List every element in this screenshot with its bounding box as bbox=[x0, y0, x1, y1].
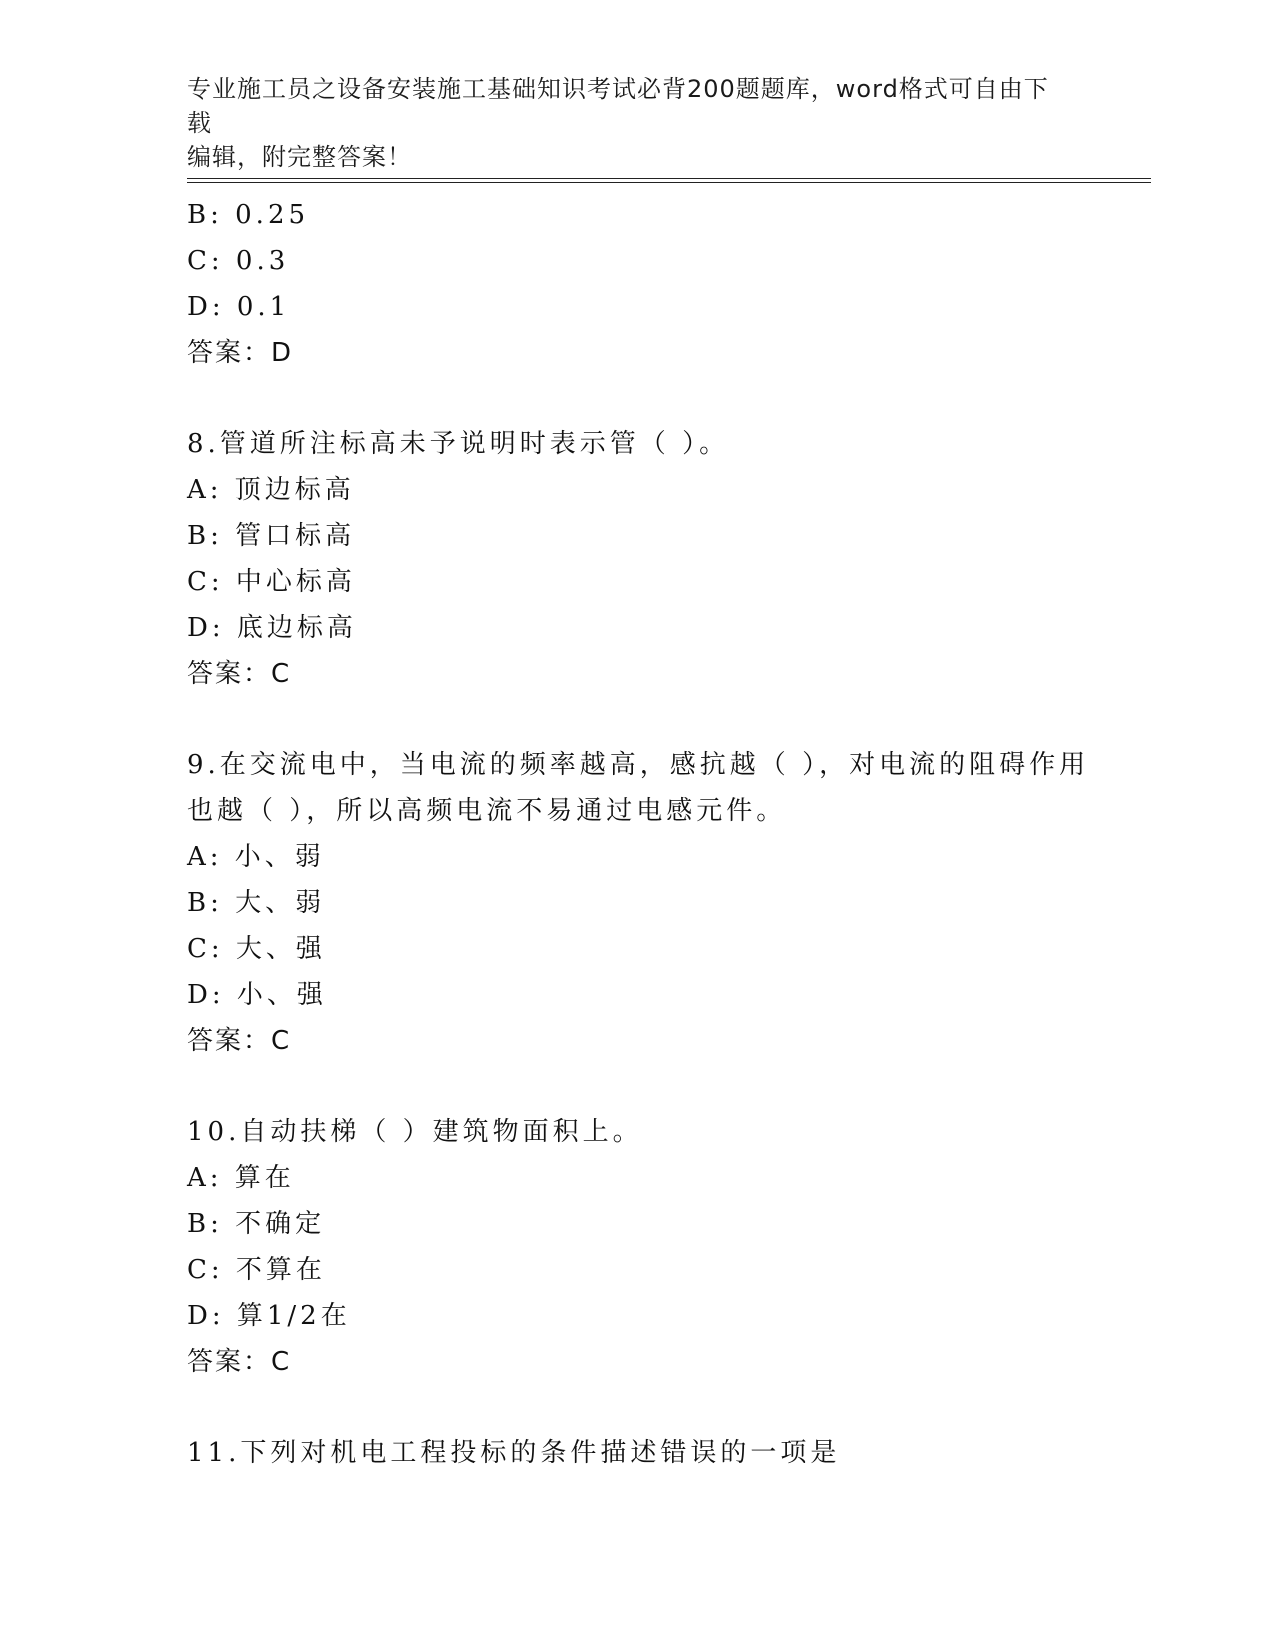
header-line-2: 编辑，附完整答案！ bbox=[187, 143, 412, 171]
option-d: D: 小、强 bbox=[187, 980, 327, 1010]
answer: 答案：D bbox=[187, 338, 294, 368]
question-text: 8.管道所注标高未予说明时表示管（ ）。 bbox=[187, 429, 730, 459]
question-8 bbox=[187, 421, 1137, 697]
spacer bbox=[187, 1064, 1137, 1109]
option-a: A: 算在 bbox=[187, 1163, 295, 1193]
question-text-line-2: 也越（ ），所以高频电流不易通过电感元件。 bbox=[187, 796, 787, 826]
option-b: B: 不确定 bbox=[187, 1209, 326, 1239]
option-d: D: 0.1 bbox=[187, 292, 291, 322]
option-b: B: 0.25 bbox=[187, 200, 310, 230]
option-a: A: 小、弱 bbox=[187, 842, 325, 872]
question-text: 11.下列对机电工程投标的条件描述错误的一项是 bbox=[187, 1438, 841, 1468]
option-c: C: 0.3 bbox=[187, 246, 290, 276]
question-11 bbox=[187, 1430, 1137, 1476]
question-9 bbox=[187, 742, 1137, 1064]
option-a: A: 顶边标高 bbox=[187, 475, 355, 505]
question-text-line-1: 9.在交流电中，当电流的频率越高，感抗越（ ），对电流的阻碍作用 bbox=[187, 750, 1090, 780]
option-d: D: 算1/2在 bbox=[187, 1301, 351, 1331]
answer: 答案：C bbox=[187, 659, 292, 689]
question-7-tail bbox=[187, 192, 1137, 376]
spacer bbox=[187, 1385, 1137, 1430]
option-d: D: 底边标高 bbox=[187, 613, 357, 643]
option-b: B: 管口标高 bbox=[187, 521, 356, 551]
question-text: 10.自动扶梯（ ）建筑物面积上。 bbox=[187, 1117, 643, 1147]
option-b: B: 大、弱 bbox=[187, 888, 326, 918]
spacer bbox=[187, 697, 1137, 742]
header-divider bbox=[187, 178, 1151, 183]
answer: 答案：C bbox=[187, 1347, 292, 1377]
question-content bbox=[187, 192, 1137, 1476]
document-header bbox=[187, 72, 1067, 174]
question-10 bbox=[187, 1109, 1137, 1385]
header-line-1: 专业施工员之设备安装施工基础知识考试必背200题题库，word格式可自由下载 bbox=[187, 75, 1049, 137]
option-c: C: 中心标高 bbox=[187, 567, 356, 597]
answer: 答案：C bbox=[187, 1026, 292, 1056]
spacer bbox=[187, 376, 1137, 421]
option-c: C: 大、强 bbox=[187, 934, 326, 964]
option-c: C: 不算在 bbox=[187, 1255, 326, 1285]
